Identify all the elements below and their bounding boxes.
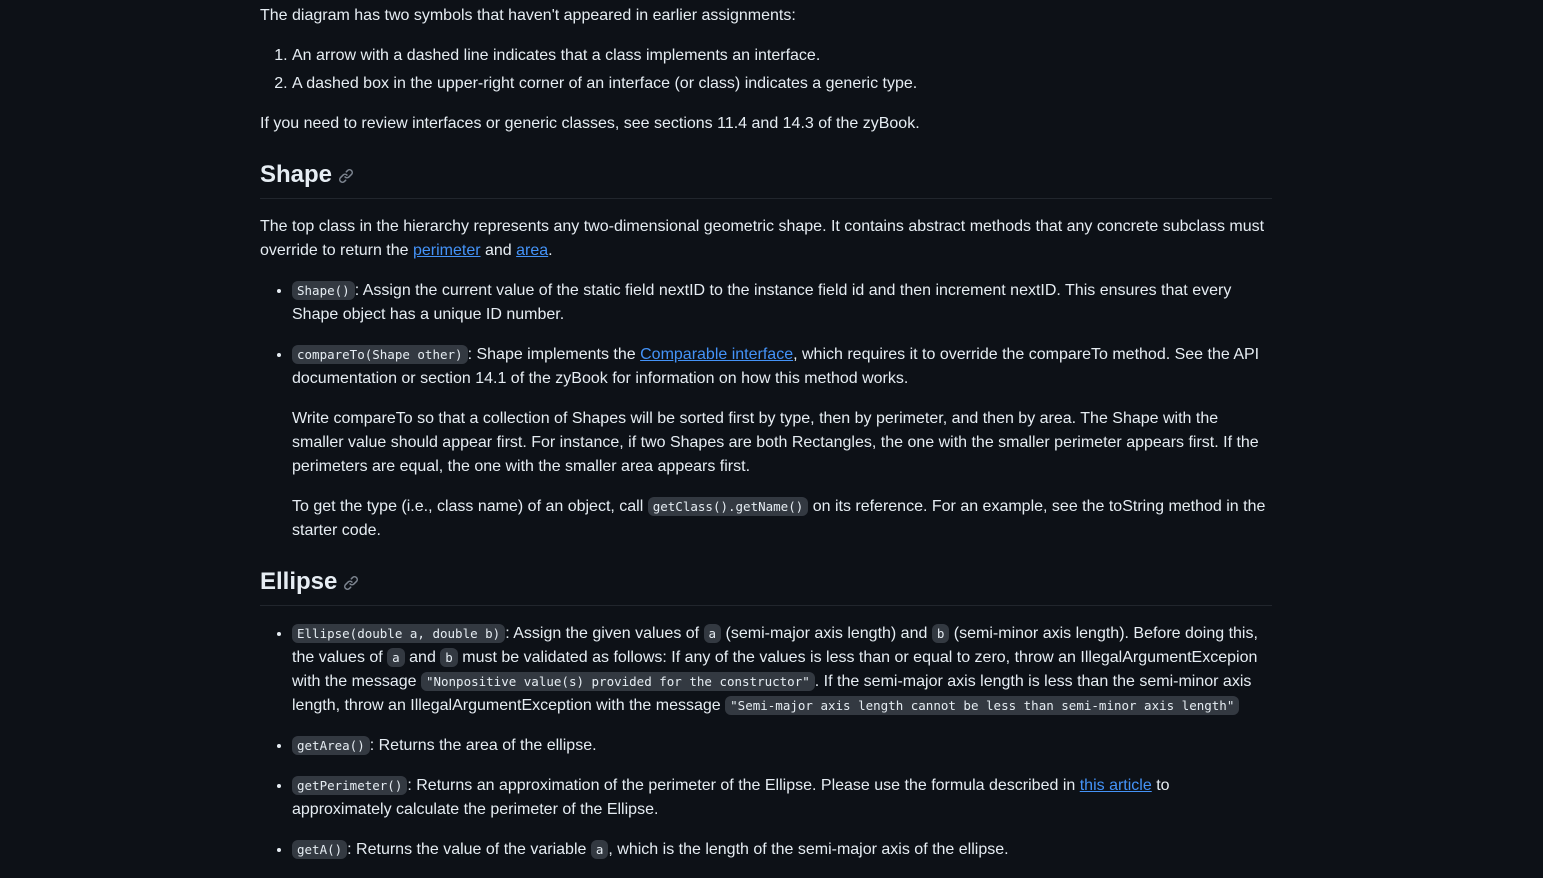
shape-description: [260, 215, 1272, 263]
text: : Shape implements the: [467, 346, 641, 363]
text: (semi-minor axis length). Before doing this, the values of: [292, 625, 1258, 666]
code-b: b: [440, 648, 458, 667]
shape-methods-list: [260, 279, 1272, 543]
list-item: 1. An arrow with a dashed line indicates that a class implements an interface.: [292, 44, 1272, 68]
code-a: a: [387, 648, 405, 667]
heading-shape-text: Shape: [260, 161, 333, 188]
text: and: [404, 649, 441, 666]
text: , which is the length of the semi-major axis of the ellipse.: [608, 841, 1009, 858]
list-item-getperimeter: [292, 774, 1272, 822]
heading-ellipse-text: Ellipse: [260, 568, 338, 595]
link-icon[interactable]: [338, 168, 354, 184]
text: : Returns the area of the ellipse.: [369, 737, 597, 754]
code-message-semimajor: "Semi-major axis length cannot be less than semi-minor axis length": [725, 696, 1239, 715]
text: , which requires it to override the compareTo method. See the API documentation or section 14.1 of the zyBook for information on how this method works.: [292, 346, 1260, 387]
text: (semi-major axis length) and: [721, 625, 932, 642]
comparable-interface-link[interactable]: Comparable interface: [640, 346, 794, 363]
text: : Returns an approximation of the perimeter of the Ellipse. Please use the formula described in: [407, 777, 1080, 794]
code-a: a: [704, 624, 722, 643]
code-a: a: [591, 840, 609, 859]
code-ellipse-constructor: Ellipse(double a, double b): [292, 624, 505, 643]
code-shape-constructor: Shape(): [292, 281, 355, 300]
perimeter-link[interactable]: perimeter: [412, 242, 481, 259]
text: to approximately calculate the perimeter of the Ellipse.: [292, 777, 1170, 818]
text: .: [548, 242, 553, 259]
list-item: 2. A dashed box in the upper-right corner of an interface (or class) indicates a generic type.: [292, 72, 1272, 96]
list-item-ellipse-constructor: [292, 622, 1272, 718]
list-item-getarea: [292, 734, 1272, 758]
symbols-list: [260, 44, 1272, 96]
intro-lead: The diagram has two symbols that haven't appeared in earlier assignments:: [260, 7, 796, 24]
list-item-compareto: [292, 343, 1272, 543]
text: : Returns the value of the variable: [347, 841, 591, 858]
code-geta: getA(): [292, 840, 347, 859]
list-item-shape-constructor: [292, 279, 1272, 327]
code-message-nonpositive: "Nonpositive value(s) provided for the constructor": [421, 672, 815, 691]
text: and: [480, 242, 517, 259]
code-compareto: compareTo(Shape other): [292, 345, 468, 364]
area-link[interactable]: area: [516, 242, 549, 259]
text: To get the type (i.e., class name) of an object, call: [292, 498, 648, 515]
compareto-para-3: [292, 495, 1272, 543]
code-getarea: getArea(): [292, 736, 370, 755]
ellipse-methods-list: [260, 622, 1272, 862]
link-icon[interactable]: [343, 575, 359, 591]
list-item-geta: [292, 838, 1272, 862]
review-note: If you need to review interfaces or generic classes, see sections 11.4 and 14.3 of the zyBook.: [260, 115, 920, 132]
this-article-link[interactable]: this article: [1079, 777, 1152, 794]
text: : Assign the current value of the static field nextID to the instance field id and then increment nextID. This ensures that every Shape object has a unique ID number.: [292, 282, 1232, 323]
compareto-para-1: [292, 343, 1272, 391]
code-getclass: getClass().getName(): [648, 497, 809, 516]
article-body: [260, 4, 1272, 878]
text: must be validated as follows: If any of the values is less than or equal to zero, throw an IllegalArgumentExcepion with the message: [292, 649, 1258, 690]
heading-ellipse: [260, 567, 1272, 606]
text: : Assign the given values of: [505, 625, 704, 642]
text: . If the semi-major axis length is less than the semi-minor axis length, throw an IllegalArgumentException with the message: [292, 673, 1252, 714]
text: The top class in the hierarchy represents any two-dimensional geometric shape. It contains abstract methods that any concrete subclass must override to return the: [260, 218, 1265, 259]
code-b: b: [932, 624, 950, 643]
compareto-para-2: Write compareTo so that a collection of Shapes will be sorted first by type, then by perimeter, and then by area. The Shape with the smaller value should appear first. For instance, if two Shapes are both Rectangles, the one with the smaller perimeter appears first. If the perimeters are equal, the one with the smaller area appears first.: [292, 410, 1259, 475]
heading-shape: [260, 160, 1272, 199]
code-getperimeter: getPerimeter(): [292, 776, 407, 795]
text: on its reference. For an example, see the toString method in the starter code.: [292, 498, 1266, 539]
